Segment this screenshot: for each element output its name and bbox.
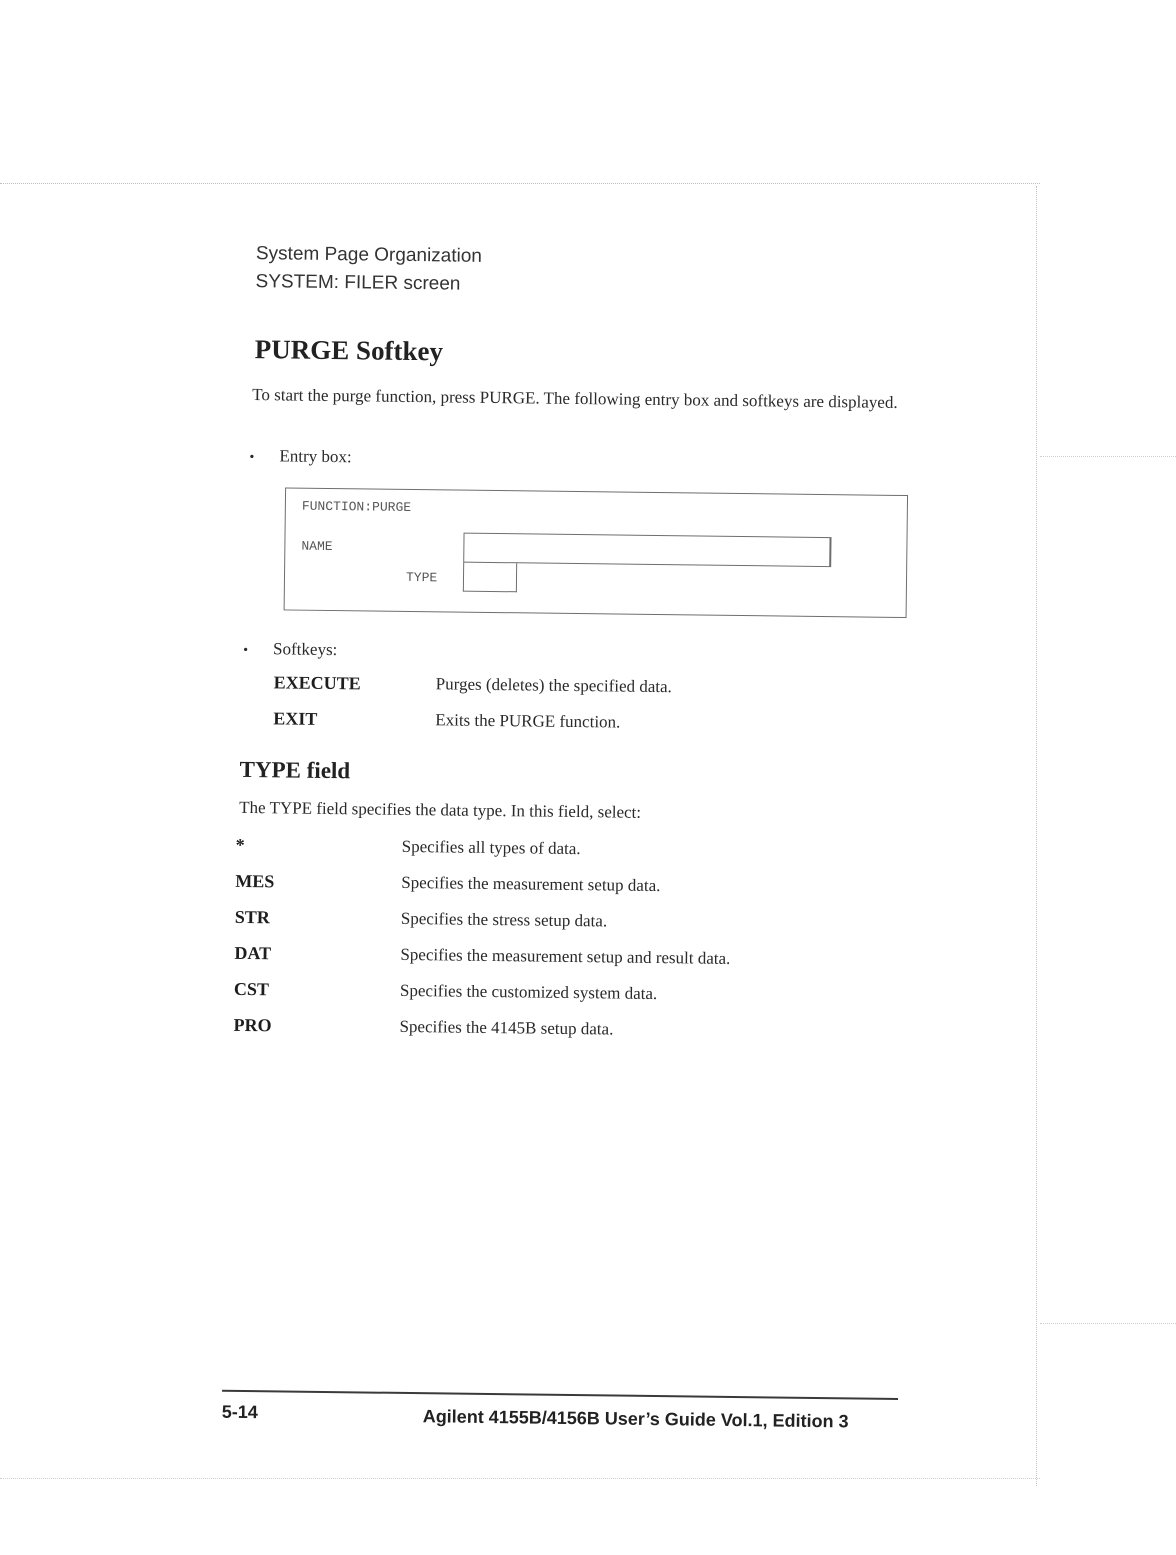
type-option-row	[235, 907, 731, 949]
type-option-key: CST	[233, 978, 270, 1000]
type-option-row	[235, 871, 731, 913]
type-option-description: Specifies the 4145B setup data.	[399, 1016, 614, 1039]
type-option-description: Specifies the stress setup data.	[400, 908, 608, 931]
bullet-icon: •	[243, 642, 249, 659]
type-option-key: DAT	[234, 942, 272, 964]
bullet-label: Softkeys:	[273, 639, 338, 660]
softkey-description: Exits the PURGE function.	[435, 710, 621, 732]
type-option-description: Specifies the measurement setup and result data.	[400, 944, 731, 968]
type-option-row	[234, 979, 730, 1021]
type-option-description: Specifies the measurement setup data.	[401, 872, 661, 896]
type-option-row	[234, 943, 730, 985]
section-heading: PURGE Softkey	[254, 334, 444, 367]
softkey-name: EXIT	[273, 708, 318, 729]
function-label: FUNCTION:PURGE	[301, 498, 412, 515]
bullet-entry-box	[249, 446, 351, 467]
running-head-line-1: System Page Organization	[255, 243, 483, 267]
running-head	[255, 240, 482, 299]
softkey-table	[273, 672, 672, 749]
type-field	[463, 563, 517, 593]
entry-box-diagram	[284, 487, 908, 618]
softkey-row	[273, 672, 672, 713]
subsection-heading: TYPE field	[239, 756, 351, 784]
name-label: NAME	[301, 538, 333, 555]
footer-title: Agilent 4155B/4156B User’s Guide Vol.1, Edition 3	[422, 1406, 849, 1432]
running-head-line-2: SYSTEM: FILER screen	[255, 271, 461, 295]
type-options-table	[233, 835, 732, 1057]
bullet-softkeys	[243, 639, 337, 660]
page-number: 5-14	[221, 1401, 258, 1423]
type-option-description: Specifies the customized system data.	[399, 980, 658, 1004]
footer-rule	[222, 1390, 898, 1400]
name-field	[463, 533, 831, 567]
type-option-description: Specifies all types of data.	[401, 836, 581, 859]
type-label: TYPE	[405, 569, 438, 586]
intro-paragraph: To start the purge function, press PURGE. The following entry box and softkeys are displayed.	[252, 385, 898, 412]
type-option-row	[233, 1015, 729, 1057]
type-option-row	[235, 835, 731, 877]
softkey-name: EXECUTE	[273, 672, 361, 694]
type-option-key: MES	[235, 870, 275, 892]
type-option-key: STR	[234, 906, 270, 928]
softkey-description: Purges (deletes) the specified data.	[435, 674, 673, 697]
bullet-icon: •	[249, 450, 255, 466]
type-option-key: *	[235, 834, 245, 855]
softkey-row	[273, 708, 672, 749]
bullet-label: Entry box:	[279, 446, 352, 467]
type-option-key: PRO	[233, 1014, 272, 1036]
type-intro: The TYPE field specifies the data type. In this field, select:	[239, 797, 642, 822]
